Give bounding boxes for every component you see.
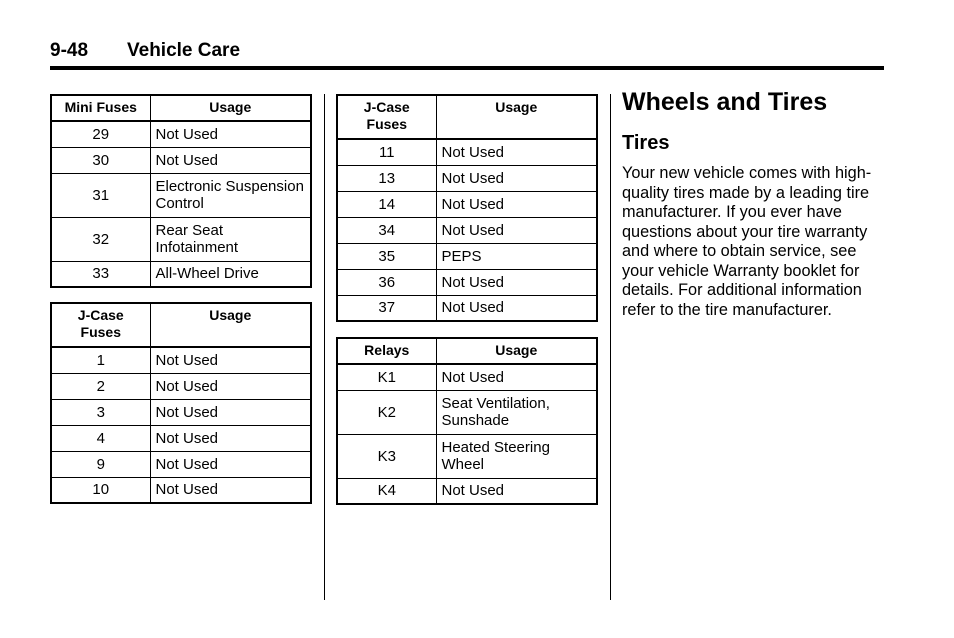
fuse-usage: Not Used [436,217,597,243]
fuse-number: 31 [51,173,150,217]
fuse-number: 4 [51,425,150,451]
fuse-number: 13 [337,165,436,191]
fuse-number: 36 [337,269,436,295]
column-divider [324,94,325,600]
fuse-usage: Not Used [436,139,597,165]
fuse-number: 9 [51,451,150,477]
column-header: Usage [436,95,597,139]
fuse-usage: Not Used [150,451,311,477]
fuse-number: 3 [51,399,150,425]
fuse-number: 37 [337,295,436,321]
table-row [337,243,597,269]
relay-usage: Not Used [436,364,597,390]
column-header: Relays [337,338,436,364]
fuse-number: 10 [51,477,150,503]
relay-number: K2 [337,390,436,434]
relay-number: K4 [337,478,436,504]
mini-fuses-table [50,94,312,288]
jcase-fuses-table [50,302,312,504]
relay-number: K3 [337,434,436,478]
relay-usage: Heated Steering Wheel [436,434,597,478]
fuse-usage: Not Used [150,477,311,503]
fuse-number: 29 [51,121,150,147]
table-row [51,121,311,147]
fuse-usage: PEPS [436,243,597,269]
fuse-usage: Not Used [150,425,311,451]
table-row [51,373,311,399]
section-title: Vehicle Care [127,40,241,61]
table-row [337,217,597,243]
table-row [337,191,597,217]
fuse-usage: Rear Seat Infotainment [150,217,311,261]
fuse-usage: Not Used [436,269,597,295]
fuse-usage: Not Used [150,399,311,425]
fuse-number: 35 [337,243,436,269]
column-header: J-Case Fuses [337,95,436,139]
jcase-fuses-table [336,94,598,322]
fuse-number: 2 [51,373,150,399]
column-divider [610,94,611,600]
table-row [337,478,597,504]
table-row [51,147,311,173]
fuse-number: 14 [337,191,436,217]
table-row [337,295,597,321]
fuse-usage: Not Used [150,121,311,147]
fuse-usage: Not Used [150,373,311,399]
section-heading: Wheels and Tires [622,88,828,116]
body-paragraph: Your new vehicle comes with high-quality tires made by a leading tire manufacturer. If you ever have questions about your tire warranty and where to obtain service, see your vehicle Warranty booklet for details. For additional information refer to the tire manufacturer. [622,164,872,319]
column-header: Mini Fuses [51,95,150,121]
fuse-usage: Not Used [150,147,311,173]
table-row [337,390,597,434]
fuse-usage: Not Used [436,191,597,217]
table-row [337,165,597,191]
column-header: Usage [150,95,311,121]
fuse-number: 11 [337,139,436,165]
table-row [51,217,311,261]
column-header: Usage [150,303,311,347]
table-row [51,425,311,451]
column-header: Usage [436,338,597,364]
table-row [51,261,311,287]
fuse-number: 30 [51,147,150,173]
fuse-number: 34 [337,217,436,243]
relays-table [336,337,598,505]
relay-number: K1 [337,364,436,390]
fuse-usage: Not Used [436,165,597,191]
fuse-number: 1 [51,347,150,373]
fuse-number: 32 [51,217,150,261]
table-row [337,434,597,478]
table-row [51,347,311,373]
fuse-usage: Electronic Suspension Control [150,173,311,217]
fuse-usage: All-Wheel Drive [150,261,311,287]
column-header: J-Case Fuses [51,303,150,347]
relay-usage: Seat Ventilation, Sunshade [436,390,597,434]
table-row [51,399,311,425]
fuse-usage: Not Used [150,347,311,373]
page-header [50,38,884,70]
table-row [51,477,311,503]
fuse-usage: Not Used [436,295,597,321]
fuse-number: 33 [51,261,150,287]
table-row [51,173,311,217]
table-row [337,364,597,390]
page-number: 9-48 [50,40,89,61]
table-row [51,451,311,477]
relay-usage: Not Used [436,478,597,504]
table-row [337,139,597,165]
subsection-heading: Tires [622,132,670,154]
table-row [337,269,597,295]
